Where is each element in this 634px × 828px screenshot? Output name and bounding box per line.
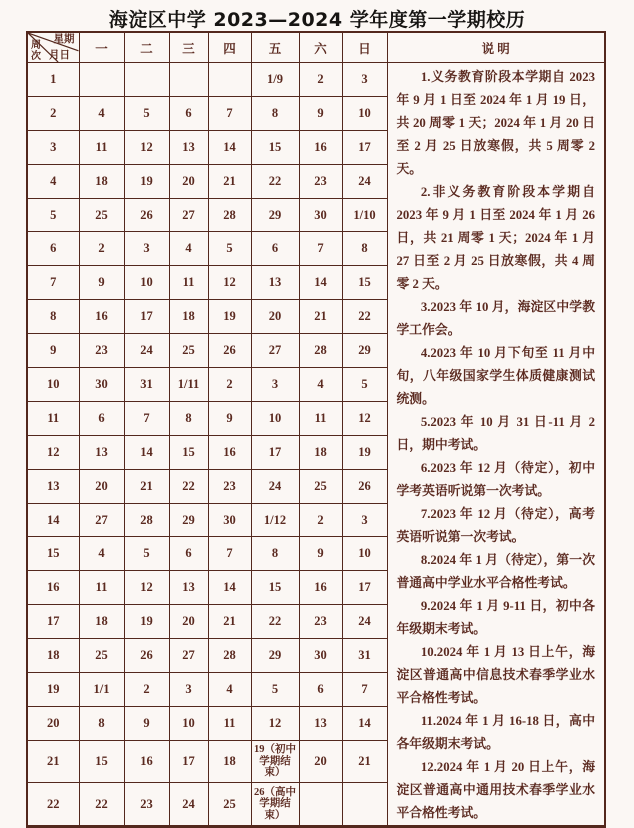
day-cell: 16 (79, 300, 124, 334)
day-cell: 26 (124, 198, 169, 232)
week-number-cell: 1 (27, 63, 79, 97)
header-row (27, 32, 605, 63)
week-number-cell: 12 (27, 435, 79, 469)
day-cell (342, 783, 387, 827)
day-cell: 18 (169, 300, 208, 334)
day-cell: 12 (342, 401, 387, 435)
day-cell: 23 (299, 164, 342, 198)
day-cell: 1/12 (251, 503, 299, 537)
week-number-cell: 6 (27, 232, 79, 266)
day-cell: 21 (299, 300, 342, 334)
day-cell: 13 (169, 130, 208, 164)
day-cell: 16 (124, 740, 169, 782)
day-cell: 13 (169, 571, 208, 605)
day-cell: 23 (299, 605, 342, 639)
day-cell: 20 (251, 300, 299, 334)
day-cell: 27 (251, 334, 299, 368)
day-cell: 24 (251, 469, 299, 503)
day-cell: 2 (79, 232, 124, 266)
day-cell: 23 (79, 334, 124, 368)
day-cell: 13 (251, 266, 299, 300)
day-cell: 20 (79, 469, 124, 503)
corner-weekday-label: 星期 (53, 34, 75, 45)
day-cell: 11 (208, 706, 251, 740)
day-cell: 19 (124, 605, 169, 639)
week-number-cell: 14 (27, 503, 79, 537)
day-cell: 21 (208, 605, 251, 639)
day-cell: 8 (169, 401, 208, 435)
day-cell: 7 (124, 401, 169, 435)
day-cell: 24 (124, 334, 169, 368)
day-cell: 2 (299, 63, 342, 97)
day-header-mon: 一 (79, 32, 124, 63)
week-number-cell: 10 (27, 368, 79, 402)
day-cell: 1/1 (79, 673, 124, 707)
day-cell: 28 (299, 334, 342, 368)
note-item: 4.2023 年 10 月下旬至 11 月中旬，八年级国家学生体质健康测试统测。 (396, 346, 595, 406)
day-cell: 5 (342, 368, 387, 402)
day-cell: 21 (208, 164, 251, 198)
day-cell (124, 63, 169, 97)
note-item: 1.义务教育阶段本学期自 2023 年 9 月 1 日至 2024 年 1 月 19 日，共 20 周零 1 天；2024 年 1 月 20 日至 2 月 25 日放寒假，共 5 周零 2 天。 (396, 70, 595, 176)
day-cell: 28 (208, 639, 251, 673)
day-cell: 24 (169, 783, 208, 827)
day-cell: 6 (169, 96, 208, 130)
day-cell: 5 (251, 673, 299, 707)
day-cell: 9 (124, 706, 169, 740)
day-header-fri: 五 (251, 32, 299, 63)
day-cell: 24 (342, 164, 387, 198)
note-item: 10.2024 年 1 月 13 日上午，海淀区普通高中信息技术春季学业水平合格性考试。 (396, 645, 595, 705)
day-cell: 13 (299, 706, 342, 740)
note-item: 2.非义务教育阶段本学期自 2023 年 9 月 1 日至 2024 年 1 月 26 日，共 21 周零 1 天；2024 年 1 月 27 日至 2 月 25 日放寒假，共 4 周零 2 天。 (396, 185, 595, 291)
day-cell: 16 (208, 435, 251, 469)
day-cell: 17 (342, 571, 387, 605)
note-item: 3.2023 年 10 月，海淀区中学教学工作会。 (396, 300, 595, 337)
day-cell: 28 (124, 503, 169, 537)
day-cell: 7 (299, 232, 342, 266)
day-cell: 6 (79, 401, 124, 435)
day-cell: 22 (79, 783, 124, 827)
day-cell: 18 (299, 435, 342, 469)
day-header-wed: 三 (169, 32, 208, 63)
day-cell: 3 (342, 63, 387, 97)
note-item: 12.2024 年 1 月 20 日上午，海淀区普通高中通用技术春季学业水平合格性考试。 (396, 760, 595, 820)
day-cell: 30 (299, 198, 342, 232)
day-cell: 19 (124, 164, 169, 198)
note-item: 7.2023 年 12 月（待定），高考英语听说第一次考试。 (396, 507, 595, 544)
day-cell: 10 (342, 537, 387, 571)
day-cell (299, 783, 342, 827)
day-cell: 5 (124, 96, 169, 130)
calendar-body (27, 63, 605, 827)
day-cell: 15 (169, 435, 208, 469)
day-cell: 22 (169, 469, 208, 503)
day-cell: 14 (208, 571, 251, 605)
day-cell: 2 (299, 503, 342, 537)
day-cell: 30 (208, 503, 251, 537)
day-header-tue: 二 (124, 32, 169, 63)
week-number-cell: 2 (27, 96, 79, 130)
day-cell: 26 (208, 334, 251, 368)
week-number-cell: 7 (27, 266, 79, 300)
week-number-cell: 9 (27, 334, 79, 368)
day-cell: 20 (169, 164, 208, 198)
day-cell: 23 (208, 469, 251, 503)
day-cell: 3 (124, 232, 169, 266)
day-cell: 29 (251, 639, 299, 673)
day-cell: 10 (342, 96, 387, 130)
day-cell: 29 (251, 198, 299, 232)
day-cell: 19（初中学期结束） (251, 740, 299, 782)
day-cell: 31 (342, 639, 387, 673)
day-cell: 11 (79, 571, 124, 605)
day-cell: 25 (79, 198, 124, 232)
day-cell: 10 (251, 401, 299, 435)
day-header-thu: 四 (208, 32, 251, 63)
day-cell: 11 (79, 130, 124, 164)
day-cell: 18 (79, 605, 124, 639)
corner-monthday-label: 月日 (49, 50, 70, 61)
day-cell: 12 (208, 266, 251, 300)
day-cell: 19 (342, 435, 387, 469)
day-cell: 6 (251, 232, 299, 266)
day-header-sat: 六 (299, 32, 342, 63)
week-number-cell: 11 (27, 401, 79, 435)
day-cell: 28 (208, 198, 251, 232)
day-cell: 16 (299, 130, 342, 164)
day-cell: 27 (169, 198, 208, 232)
day-cell: 22 (251, 605, 299, 639)
day-cell: 5 (208, 232, 251, 266)
day-cell: 15 (251, 571, 299, 605)
day-cell: 6 (169, 537, 208, 571)
day-cell: 26（高中学期结束） (251, 783, 299, 827)
day-cell: 14 (299, 266, 342, 300)
note-item: 11.2024 年 1 月 16-18 日，高中各年级期末考试。 (396, 714, 595, 751)
day-cell: 2 (208, 368, 251, 402)
day-cell: 1/9 (251, 63, 299, 97)
day-cell: 4 (169, 232, 208, 266)
day-cell: 17 (124, 300, 169, 334)
day-cell: 11 (299, 401, 342, 435)
day-cell: 9 (299, 96, 342, 130)
note-item: 5.2023 年 10 月 31 日-11 月 2 日，期中考试。 (396, 415, 595, 452)
week-number-cell: 13 (27, 469, 79, 503)
day-cell: 16 (299, 571, 342, 605)
day-cell: 25 (79, 639, 124, 673)
day-cell: 5 (124, 537, 169, 571)
day-header-sun: 日 (342, 32, 387, 63)
week-row (27, 63, 605, 97)
week-number-cell: 5 (27, 198, 79, 232)
day-cell: 4 (79, 96, 124, 130)
week-number-cell: 19 (27, 673, 79, 707)
day-cell: 27 (169, 639, 208, 673)
day-cell: 3 (169, 673, 208, 707)
day-cell: 7 (342, 673, 387, 707)
day-cell: 11 (169, 266, 208, 300)
day-cell: 8 (342, 232, 387, 266)
day-cell: 27 (79, 503, 124, 537)
day-cell: 8 (251, 96, 299, 130)
week-number-cell: 3 (27, 130, 79, 164)
week-number-cell: 22 (27, 783, 79, 827)
week-number-cell: 8 (27, 300, 79, 334)
day-cell: 4 (79, 537, 124, 571)
day-cell: 7 (208, 96, 251, 130)
day-cell: 26 (342, 469, 387, 503)
day-cell: 14 (208, 130, 251, 164)
day-cell: 9 (79, 266, 124, 300)
day-cell: 12 (124, 571, 169, 605)
day-cell: 10 (169, 706, 208, 740)
day-cell: 20 (299, 740, 342, 782)
day-cell: 3 (251, 368, 299, 402)
day-cell: 12 (251, 706, 299, 740)
day-cell: 9 (208, 401, 251, 435)
day-cell: 18 (208, 740, 251, 782)
week-number-cell: 15 (27, 537, 79, 571)
day-cell: 8 (251, 537, 299, 571)
week-number-cell: 16 (27, 571, 79, 605)
note-item: 9.2024 年 1 月 9-11 日，初中各年级期末考试。 (396, 599, 595, 636)
note-item: 6.2023 年 12 月（待定），初中学考英语听说第一次考试。 (396, 461, 595, 498)
notes-cell (387, 63, 605, 827)
day-cell: 30 (299, 639, 342, 673)
day-cell: 29 (342, 334, 387, 368)
day-cell: 19 (208, 300, 251, 334)
day-cell (169, 63, 208, 97)
day-cell: 22 (342, 300, 387, 334)
notes-header: 说 明 (387, 32, 605, 63)
day-cell: 17 (342, 130, 387, 164)
day-cell: 21 (342, 740, 387, 782)
day-cell: 29 (169, 503, 208, 537)
day-cell: 12 (124, 130, 169, 164)
day-cell: 22 (251, 164, 299, 198)
day-cell: 25 (299, 469, 342, 503)
day-cell: 14 (342, 706, 387, 740)
day-cell (79, 63, 124, 97)
day-cell: 4 (208, 673, 251, 707)
day-cell: 24 (342, 605, 387, 639)
day-cell: 18 (79, 164, 124, 198)
day-cell: 2 (124, 673, 169, 707)
week-number-cell: 17 (27, 605, 79, 639)
week-number-cell: 20 (27, 706, 79, 740)
week-number-cell: 4 (27, 164, 79, 198)
day-cell: 15 (342, 266, 387, 300)
note-item: 8.2024 年 1 月（待定），第一次普通高中学业水平合格性考试。 (396, 553, 595, 590)
day-cell: 1/11 (169, 368, 208, 402)
week-number-cell: 21 (27, 740, 79, 782)
day-cell: 13 (79, 435, 124, 469)
day-cell: 15 (79, 740, 124, 782)
day-cell: 6 (299, 673, 342, 707)
day-cell: 3 (342, 503, 387, 537)
day-cell: 10 (124, 266, 169, 300)
corner-cell (27, 32, 79, 63)
day-cell: 8 (79, 706, 124, 740)
day-cell: 14 (124, 435, 169, 469)
day-cell: 17 (169, 740, 208, 782)
day-cell: 31 (124, 368, 169, 402)
corner-weekno-label: 周次 (31, 40, 41, 62)
calendar-table (26, 31, 606, 828)
day-cell: 1/10 (342, 198, 387, 232)
day-cell: 15 (251, 130, 299, 164)
day-cell: 9 (299, 537, 342, 571)
week-number-cell: 18 (27, 639, 79, 673)
day-cell: 21 (124, 469, 169, 503)
day-cell: 25 (169, 334, 208, 368)
day-cell: 25 (208, 783, 251, 827)
day-cell: 20 (169, 605, 208, 639)
day-cell: 17 (251, 435, 299, 469)
day-cell (208, 63, 251, 97)
page-title: 海淀区中学 2023—2024 学年度第一学期校历 (108, 9, 526, 31)
day-cell: 4 (299, 368, 342, 402)
day-cell: 30 (79, 368, 124, 402)
day-cell: 23 (124, 783, 169, 827)
day-cell: 26 (124, 639, 169, 673)
day-cell: 7 (208, 537, 251, 571)
